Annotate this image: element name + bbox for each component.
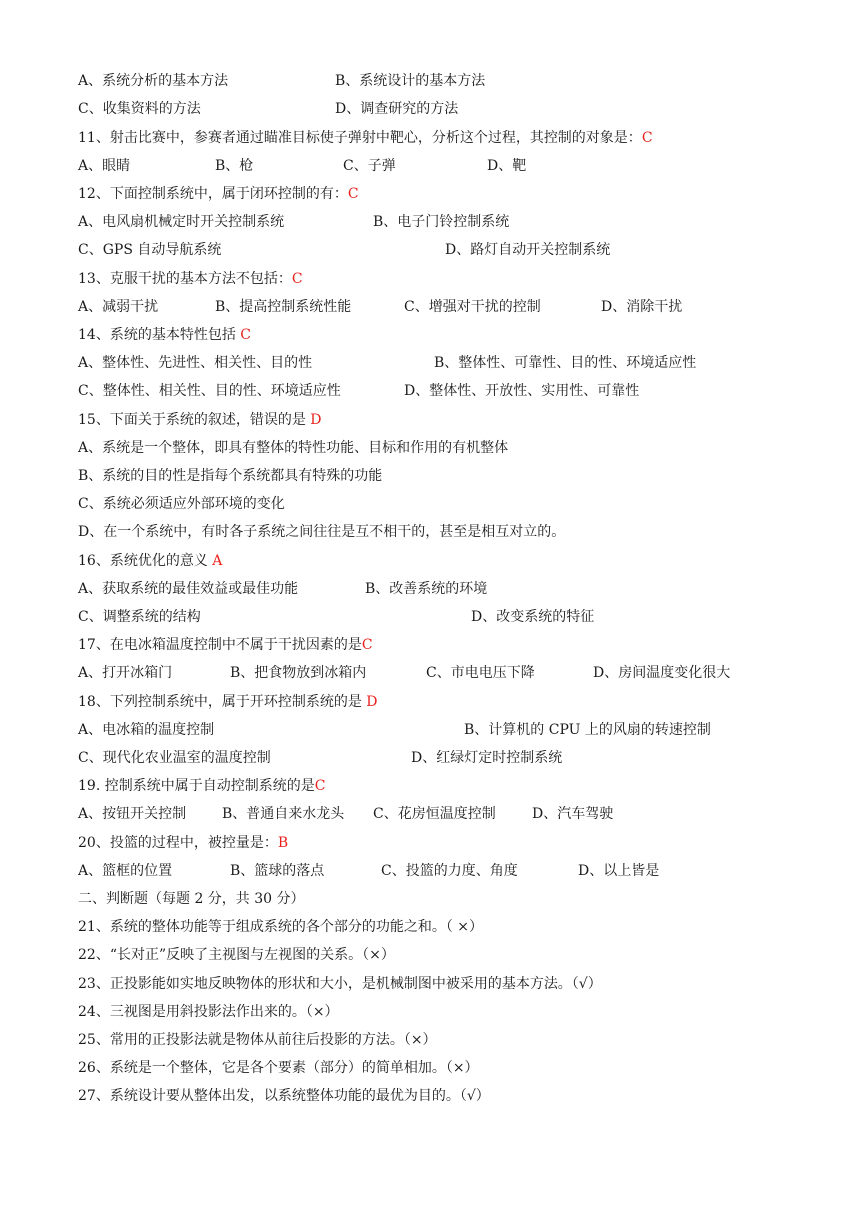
option-b: B、系统的目的性是指每个系统都具有特殊的功能 — [78, 468, 383, 484]
answer-letter: C — [641, 130, 653, 146]
option-d: D、在一个系统中，有时各子系统之间往往是互不相干的，甚至是相互对立的。 — [78, 524, 566, 540]
option-c: C、子弹 — [343, 158, 396, 174]
judgment-text: 25、常用的正投影法就是物体从前往后投影的方法。（×） — [78, 1032, 437, 1048]
option-c: C、整体性、相关性、目的性、环境适应性 — [78, 383, 341, 399]
judgment-text: 23、正投影能如实地反映物体的形状和大小，是机械制图中被采用的基本方法。（√） — [78, 976, 602, 992]
question-text: 11、射击比赛中，参赛者通过瞄准目标使子弹射中靶心，分析这个过程，其控制的对象是： — [78, 130, 642, 146]
option-d: D、调查研究的方法 — [335, 101, 459, 117]
option-a: A、电风扇机械定时开关控制系统 — [78, 214, 285, 230]
option-b: B、系统设计的基本方法 — [335, 73, 486, 89]
option-d: D、消除干扰 — [601, 299, 683, 315]
option-b: B、改善系统的环境 — [365, 581, 488, 597]
option-a: A、整体性、先进性、相关性、目的性 — [78, 355, 313, 371]
option-c: C、市电电压下降 — [426, 665, 535, 681]
option-c: C、GPS 自动导航系统 — [78, 242, 222, 258]
section-title: 二、判断题（每题 2 分，共 30 分） — [78, 891, 305, 907]
option-a: A、电冰箱的温度控制 — [78, 722, 215, 738]
option-c: C、系统必须适应外部环境的变化 — [78, 496, 285, 512]
answer-letter: A — [212, 553, 223, 569]
question-19 — [78, 772, 325, 800]
option-d: D、改变系统的特征 — [471, 609, 595, 625]
option-d: D、靶 — [487, 158, 527, 174]
answer-letter: C — [361, 637, 373, 653]
option-b: B、篮球的落点 — [230, 863, 325, 879]
option-a: A、减弱干扰 — [78, 299, 159, 315]
question-text: 17、在电冰箱温度控制中不属于干扰因素的是 — [78, 637, 362, 653]
option-d: D、整体性、开放性、实用性、可靠性 — [404, 383, 640, 399]
question-text: 18、下列控制系统中，属于开环控制系统的是 — [78, 694, 367, 710]
judgment-text: 27、系统设计要从整体出发，以系统整体功能的最优为目的。（√） — [78, 1088, 490, 1104]
judgment-text: 22、“长对正”反映了主视图与左视图的关系。（×） — [78, 947, 395, 963]
option-c: C、花房恒温度控制 — [373, 806, 496, 822]
question-text: 16、系统优化的意义 — [78, 553, 213, 569]
question-12 — [78, 180, 359, 208]
option-c: C、现代化农业温室的温度控制 — [78, 750, 271, 766]
option-a: A、打开冰箱门 — [78, 665, 173, 681]
option-b: B、电子门铃控制系统 — [373, 214, 510, 230]
answer-letter: C — [291, 271, 303, 287]
question-20 — [78, 829, 288, 857]
option-d: D、红绿灯定时控制系统 — [411, 750, 563, 766]
judgment-text: 21、系统的整体功能等于组成系统的各个部分的功能之和。（ ×） — [78, 919, 483, 935]
question-18 — [78, 688, 378, 716]
option-a: A、眼睛 — [78, 158, 131, 174]
question-text: 20、投篮的过程中，被控量是： — [78, 835, 278, 851]
judgment-text: 24、三视图是用斜投影法作出来的。（×） — [78, 1004, 339, 1020]
answer-letter: D — [366, 694, 378, 710]
question-11 — [78, 124, 653, 152]
question-text: 12、下面控制系统中，属于闭环控制的有： — [78, 186, 348, 202]
option-d: D、以上皆是 — [578, 863, 660, 879]
answer-letter: D — [310, 412, 322, 428]
question-text: 14、系统的基本特性包括 — [78, 327, 241, 343]
option-a: A、篮框的位置 — [78, 863, 173, 879]
option-b: B、把食物放到冰箱内 — [230, 665, 367, 681]
option-c: C、增强对干扰的控制 — [404, 299, 541, 315]
option-b: B、计算机的 CPU 上的风扇的转速控制 — [464, 722, 711, 738]
question-13 — [78, 265, 303, 293]
answer-letter: C — [240, 327, 251, 343]
question-15 — [78, 406, 322, 434]
option-c: C、投篮的力度、角度 — [381, 863, 518, 879]
answer-letter: C — [314, 778, 326, 794]
option-b: B、整体性、可靠性、目的性、环境适应性 — [434, 355, 697, 371]
judgment-text: 26、系统是一个整体，它是各个要素（部分）的简单相加。（×） — [78, 1060, 479, 1076]
answer-letter: B — [277, 835, 289, 851]
option-d: D、房间温度变化很大 — [593, 665, 731, 681]
answer-letter: C — [347, 186, 359, 202]
option-a: A、系统分析的基本方法 — [78, 73, 229, 89]
option-a: A、系统是一个整体，即具有整体的特性功能、目标和作用的有机整体 — [78, 440, 509, 456]
option-c: C、调整系统的结构 — [78, 609, 201, 625]
option-d: D、路灯自动开关控制系统 — [445, 242, 611, 258]
option-a: A、获取系统的最佳效益或最佳功能 — [78, 581, 299, 597]
question-text: 15、下面关于系统的叙述，错误的是 — [78, 412, 311, 428]
question-text: 19. 控制系统中属于自动控制系统的是 — [78, 778, 315, 794]
question-16 — [78, 547, 222, 575]
question-14 — [78, 321, 251, 349]
question-17 — [78, 631, 373, 659]
option-a: A、按钮开关控制 — [78, 806, 187, 822]
question-text: 13、克服干扰的基本方法不包括： — [78, 271, 292, 287]
option-d: D、汽车驾驶 — [532, 806, 614, 822]
option-b: B、普通自来水龙头 — [222, 806, 345, 822]
option-c: C、收集资料的方法 — [78, 101, 201, 117]
option-b: B、提高控制系统性能 — [215, 299, 352, 315]
option-b: B、枪 — [215, 158, 254, 174]
